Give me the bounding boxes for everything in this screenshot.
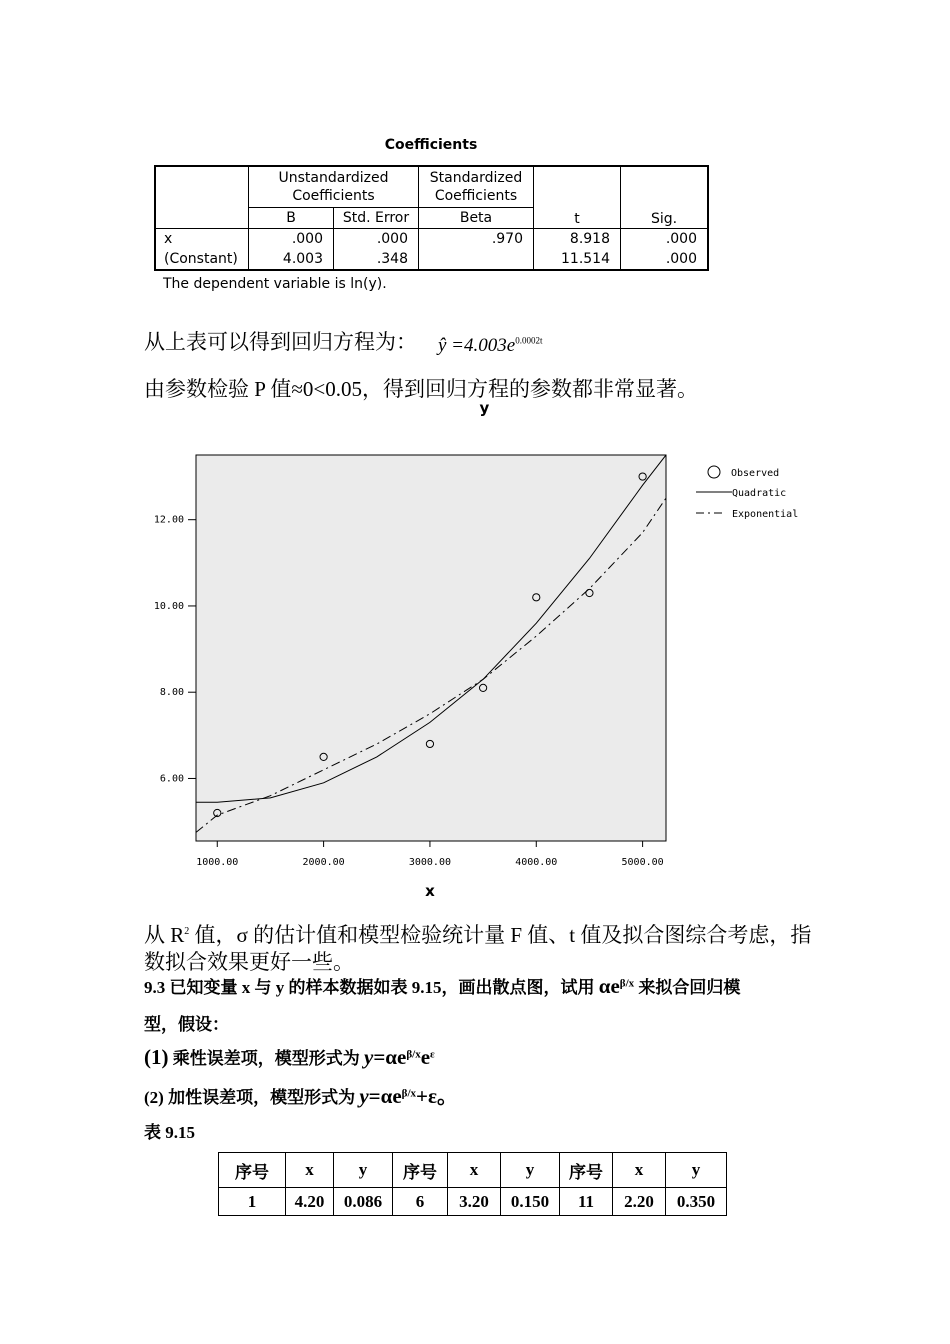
item2-y: y: [359, 1084, 369, 1108]
legend-label: Exponential: [732, 509, 799, 520]
cell-sig: .000: [621, 229, 709, 250]
item1-sup2: ε: [430, 1048, 435, 1061]
row-name: (Constant): [155, 249, 249, 270]
cell-sig: .000: [621, 249, 709, 270]
coefficients-table: [154, 165, 709, 271]
cell-t: 8.918: [534, 229, 621, 250]
line3-sup: 2: [184, 926, 190, 937]
q-title-sup: β/x: [619, 977, 635, 990]
cell-b: 4.003: [249, 249, 334, 270]
data-cell: 1: [219, 1188, 286, 1216]
question-title-line2: 型，假设：: [144, 1015, 229, 1034]
unstandardized-label-1: Unstandardized: [278, 170, 389, 186]
table-row: [219, 1188, 727, 1216]
legend-observed-marker: [708, 466, 720, 478]
data-cell: 0.150: [501, 1188, 560, 1216]
x-tick-label: 1000.00: [196, 857, 239, 868]
y-tick-label: 8.00: [159, 687, 184, 699]
paragraph-line-2: 由参数检验 P 值≈0<0.05，得到回归方程的参数都非常显著。: [144, 377, 699, 401]
header-cell: x: [286, 1153, 334, 1188]
table-row: [155, 249, 708, 270]
header-cell: 序号: [393, 1153, 448, 1188]
y-tick-label: 6.00: [159, 773, 184, 785]
cell-b: .000: [249, 229, 334, 250]
cell-se: .000: [334, 229, 419, 250]
fit-chart: [130, 395, 830, 905]
cell-beta: [419, 249, 534, 270]
q-title-post: 来拟合回归模: [634, 978, 741, 997]
item1-y: y: [364, 1045, 374, 1069]
legend-label: Quadratic: [732, 488, 787, 499]
item2-sup: β/x: [401, 1087, 417, 1100]
table-label: 表 9.15: [144, 1123, 195, 1142]
item2-eq: =αe: [368, 1084, 402, 1108]
header-cell: x: [613, 1153, 666, 1188]
unstandardized-header: [249, 166, 419, 208]
data-cell: 11: [560, 1188, 613, 1216]
q-title-alpha: αe: [598, 974, 620, 998]
question-title: [144, 973, 740, 999]
equation-exponent: 0.0002t: [515, 335, 543, 346]
sig-label: Sig.: [650, 211, 678, 227]
cell-se: .348: [334, 249, 419, 270]
header-cell: x: [448, 1153, 501, 1188]
t-header: [534, 166, 621, 229]
x-tick-label: 2000.00: [302, 857, 345, 868]
cell-beta: .970: [419, 229, 534, 250]
col-beta: Beta: [419, 208, 534, 229]
data-table: [218, 1152, 727, 1216]
t-label: t: [574, 211, 580, 227]
paragraph-line-3: [144, 918, 824, 976]
header-cell: 序号: [560, 1153, 613, 1188]
item2-text: (2) 加性误差项，模型形式为: [144, 1088, 360, 1107]
chart-title: y: [479, 399, 490, 417]
header-cell: y: [666, 1153, 727, 1188]
item2-post: +ε。: [416, 1084, 458, 1108]
paragraph-line-1: 从上表可以得到回归方程为：: [144, 330, 417, 354]
q-title-pre: 9.3 已知变量 x 与 y 的样本数据如表 9.15，画出散点图，试用: [144, 978, 599, 997]
line3-b: 值，σ 的估计值和模型检验统计量 F 值、t 值及拟合图综合考虑，指数拟合效果更好一些。: [144, 923, 812, 974]
standardized-label-2: Coefficients: [434, 188, 518, 204]
col-b: B: [249, 208, 334, 229]
standardized-header: [419, 166, 534, 208]
item1-e: e: [420, 1045, 431, 1069]
row-header-cell: [155, 166, 249, 229]
header-cell: 序号: [219, 1153, 286, 1188]
data-cell: 2.20: [613, 1188, 666, 1216]
data-table-header-row: [219, 1153, 727, 1188]
x-tick-label: 4000.00: [515, 857, 558, 868]
item1-eq: =αe: [373, 1045, 407, 1069]
standardized-label-1: Standardized: [429, 170, 523, 186]
col-std-error: Std. Error: [334, 208, 419, 229]
question-item-2: [144, 1080, 458, 1110]
legend-label: Observed: [731, 468, 780, 479]
table-footnote: The dependent variable is ln(y).: [163, 276, 387, 292]
plot-area: [196, 455, 666, 841]
item1-text: 乘性误差项，模型形式为: [168, 1049, 364, 1068]
row-name: x: [155, 229, 249, 250]
data-cell: 4.20: [286, 1188, 334, 1216]
header-cell: y: [334, 1153, 393, 1188]
x-tick-label: 3000.00: [408, 857, 452, 868]
item1-sup: β/x: [406, 1048, 421, 1061]
question-item-1: [144, 1044, 435, 1070]
regression-equation: [438, 335, 542, 357]
header-cell: y: [501, 1153, 560, 1188]
line3-a: 从 R: [144, 923, 185, 947]
data-cell: 0.350: [666, 1188, 727, 1216]
x-axis-label: x: [425, 882, 435, 900]
data-cell: 0.086: [334, 1188, 393, 1216]
unstandardized-label-2: Coefficients: [292, 188, 375, 204]
coefficients-title: Coefficients: [384, 137, 478, 153]
x-tick-label: 5000.00: [621, 857, 664, 868]
sig-header: [621, 166, 709, 229]
item1-num: (1): [144, 1045, 169, 1069]
y-tick-label: 10.00: [153, 600, 184, 612]
table-row: [155, 229, 708, 250]
data-cell: 6: [393, 1188, 448, 1216]
y-tick-label: 12.00: [153, 514, 184, 526]
cell-t: 11.514: [534, 249, 621, 270]
equation-main: ŷ =4.003e: [438, 335, 516, 356]
data-cell: 3.20: [448, 1188, 501, 1216]
